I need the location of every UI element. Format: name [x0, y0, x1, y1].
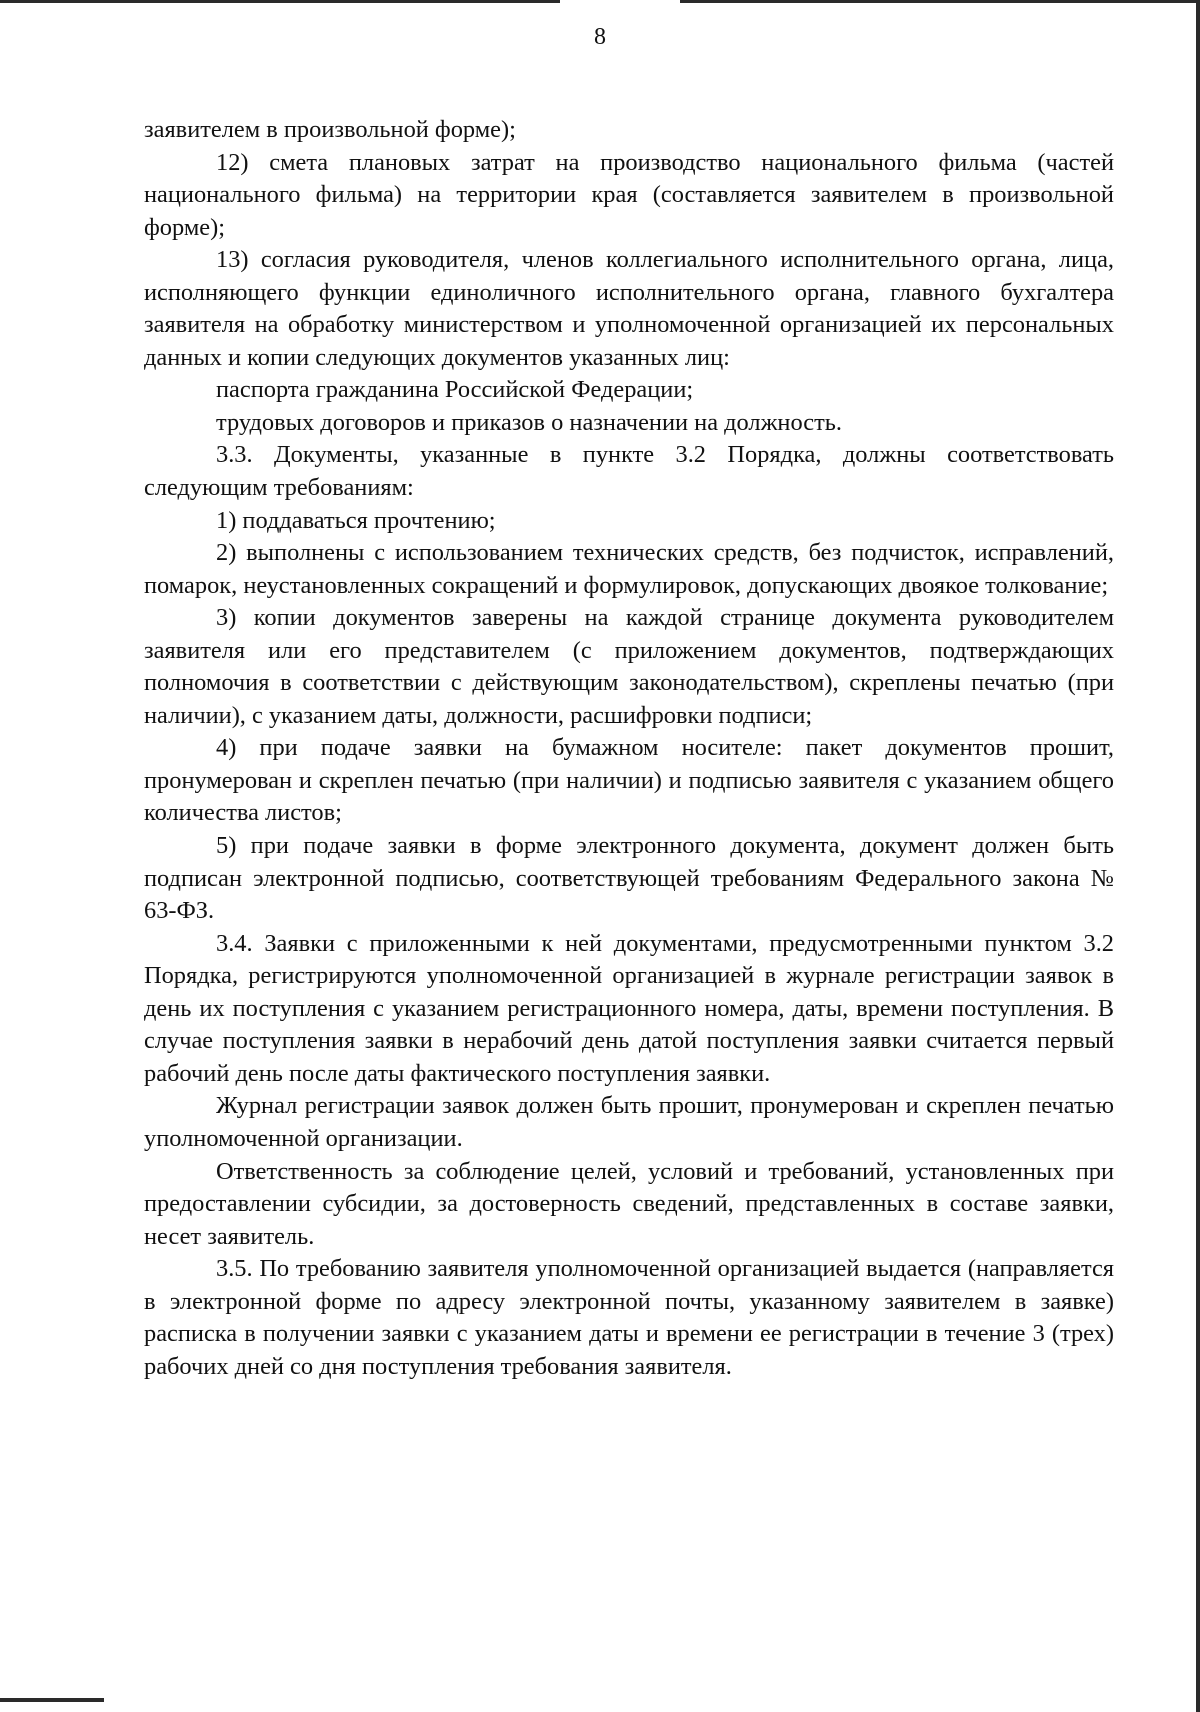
- paragraph: 3.4. Заявки с приложенными к ней документами, предусмотренными пунктом 3.2 Порядка, регистрируются уполномоченной организацией в журнале регистрации заявок в день их поступления с указанием регистрационного номера, даты, времени поступления. В случае поступления заявки в нерабочий день датой поступления заявки считается первый рабочий день после даты фактического поступления заявки.: [144, 929, 1114, 1087]
- paragraph: паспорта гражданина Российской Федерации;: [216, 376, 694, 404]
- paragraph: 5) при подаче заявки в форме электронного документа, документ должен быть подписан электронной подписью, соответствующей требованиям Федерального закона № 63-ФЗ.: [144, 832, 1114, 925]
- paragraph: 1) поддаваться прочтению;: [216, 506, 496, 534]
- paragraph: 4) при подаче заявки на бумажном носителе: пакет документов прошит, пронумерован и скреплен печатью (при наличии) и подписью заявителя с указанием общего количества листов;: [144, 734, 1114, 827]
- scan-bottom-mark: [0, 1698, 104, 1702]
- paragraph: трудовых договоров и приказов о назначении на должность.: [216, 408, 842, 436]
- paragraph: 2) выполнены с использованием технических средств, без подчисток, исправлений, помарок, неустановленных сокращений и формулировок, допускающих двоякое толкование;: [144, 539, 1114, 599]
- page-number: 8: [594, 24, 606, 50]
- paragraph: 3.5. По требованию заявителя уполномоченной организацией выдается (направляется в электронной форме по адресу электронной почты, указанному заявителем в заявке) расписка в получении заявки с указанием даты и времени ее регистрации в течение 3 (трех) рабочих дней со дня поступления требования заявителя.: [144, 1255, 1114, 1380]
- paragraph: заявителем в произвольной форме);: [144, 116, 516, 143]
- document-body: [144, 114, 1114, 1383]
- paragraph: 12) смета плановых затрат на производство национального фильма (частей национального фильма) на территории края (составляется заявителем в произвольной форме);: [144, 148, 1114, 241]
- paragraph: Журнал регистрации заявок должен быть прошит, пронумерован и скреплен печатью уполномоченной организации.: [144, 1092, 1114, 1152]
- scan-top-border-gap: [560, 0, 680, 3]
- paragraph: 13) согласия руководителя, членов коллегиального исполнительного органа, лица, исполняющего функции единоличного исполнительного органа, главного бухгалтера заявителя на обработку министерством и уполномоченной организацией их персональных данных и копии следующих документов указанных лиц:: [144, 246, 1114, 371]
- scan-right-border: [1196, 0, 1200, 1712]
- paragraph: Ответственность за соблюдение целей, условий и требований, установленных при предоставлении субсидии, за достоверность сведений, представленных в составе заявки, несет заявитель.: [144, 1157, 1114, 1250]
- paragraph: 3) копии документов заверены на каждой странице документа руководителем заявителя или его представителем (с приложением документов, подтверждающих полномочия в соответствии с действующим законодательством), скреплены печатью (при наличии), с указанием даты, должности, расшифровки подписи;: [144, 604, 1114, 729]
- paragraph: 3.3. Документы, указанные в пункте 3.2 Порядка, должны соответствовать следующим требованиям:: [144, 441, 1114, 502]
